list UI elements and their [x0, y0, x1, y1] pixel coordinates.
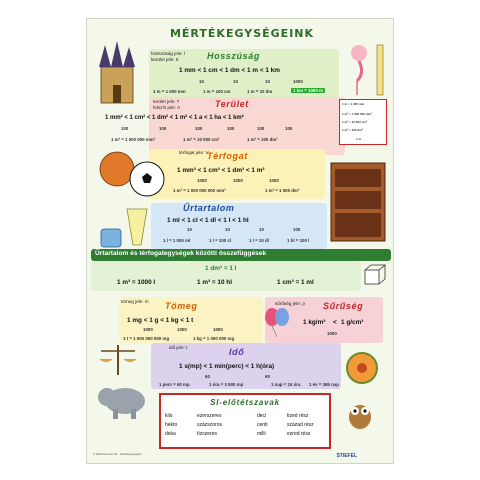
- volume-symbol: térfogat jele: V: [179, 150, 209, 155]
- area-heading: Terület: [215, 99, 249, 109]
- length-factor-2: 10: [233, 79, 238, 84]
- capacity-eq-4: 1 hl = 100 l: [287, 238, 310, 243]
- capacity-heading: Űrtartalom: [183, 203, 235, 213]
- length-symbol-1: hosszúság jele: l: [151, 51, 185, 56]
- capacity-chain: 1 ml < 1 cl < 1 dl < 1 l < 1 hl: [167, 217, 249, 224]
- area-eq-2: 1 m² = 10 000 cm²: [183, 137, 220, 142]
- si-left-prefix-2: hekto: [165, 422, 178, 428]
- area-box-line-5: 1 m: [356, 137, 362, 141]
- length-eq-2: 1 m = 100 cm: [203, 89, 231, 94]
- relation-heading: Űrtartalom és térfogategységek közötti összefüggések: [95, 250, 267, 257]
- footer-text: © Stiefel Eurocart Kft. · Mértékegységeink: [93, 453, 142, 456]
- time-eq-2: 1 óra = 3 600 mp: [209, 382, 244, 387]
- si-right-meaning-2: század rész: [287, 422, 314, 428]
- time-eq-3: 1 nap = 24 óra: [271, 382, 301, 387]
- density-factor: 1000: [327, 331, 337, 336]
- si-title: SI-előtétszavak: [210, 398, 280, 407]
- area-factor-3: 100: [195, 126, 203, 131]
- capacity-factor-2: 10: [225, 227, 230, 232]
- glass-cup-illustration: [99, 205, 151, 256]
- balls-illustration: [97, 149, 169, 204]
- area-symbol-1: terület jele: T: [153, 99, 180, 104]
- poster: [86, 18, 394, 464]
- si-right-prefix-1: deci: [257, 413, 267, 419]
- area-eq-1: 1 m² = 1 000 000 mm²: [111, 137, 156, 142]
- area-box-line-3: 1 m² = 10 000 cm²: [342, 120, 367, 124]
- length-factor-1: 10: [199, 79, 204, 84]
- time-eq-1: 1 perc = 60 mp: [159, 382, 190, 387]
- si-right-prefix-3: milli: [257, 431, 266, 437]
- mass-eq-1: 1 t = 1 000 000 000 mg: [123, 336, 170, 341]
- area-factor-4: 100: [227, 126, 235, 131]
- area-box-line-2: 1 m² = 1 000 000 mm²: [342, 112, 373, 116]
- length-eq-4: 1 km = 1000 m: [293, 88, 323, 93]
- length-symbol-2: kerület jele: K: [151, 57, 179, 62]
- length-factor-3: 10: [265, 79, 270, 84]
- mass-factor-2: 1000: [177, 327, 187, 332]
- area-eq-3: 1 m² = 100 dm²: [247, 137, 278, 142]
- volume-eq-1: 1 m³ = 1 000 000 000 mm³: [173, 188, 226, 193]
- volume-factor-2: 1000: [233, 178, 243, 183]
- length-factor-4: 1000: [293, 79, 303, 84]
- area-factor-2: 100: [159, 126, 167, 131]
- si-left-meaning-2: százszoros: [197, 422, 223, 428]
- mass-factor-1: 1000: [143, 327, 153, 332]
- si-left-prefix-1: kilo: [165, 413, 173, 419]
- capacity-eq-2: 1 l = 100 cl: [209, 238, 232, 243]
- length-eq-1: 1 m = 1 000 mm: [153, 89, 186, 94]
- si-left-meaning-1: ezerszeres: [197, 413, 222, 419]
- area-symbol-2: felszín jele: A: [153, 105, 181, 110]
- area-factor-6: 100: [285, 126, 293, 131]
- time-symbol: idő jele: t: [169, 345, 188, 350]
- volume-factor-3: 1000: [269, 178, 279, 183]
- castle-illustration: [95, 41, 139, 110]
- volume-chain: 1 mm³ < 1 cm³ < 1 dm³ < 1 m³: [177, 167, 265, 174]
- relation-line-2a: 1 m³ = 1000 l: [117, 279, 156, 286]
- relation-line-2c: 1 cm³ = 1 ml: [277, 279, 314, 286]
- si-right-meaning-3: ezred rész: [287, 431, 311, 437]
- area-box-line-4: 1 m² = 100 dm²: [342, 128, 363, 132]
- si-left-meaning-3: tízszeres: [197, 431, 218, 437]
- capacity-factor-1: 10: [187, 227, 192, 232]
- si-right-meaning-1: tized rész: [287, 413, 309, 419]
- capacity-eq-1: 1 l = 1 000 ml: [163, 238, 191, 243]
- time-heading: Idő: [229, 347, 245, 357]
- relation-line-2b: 1 m³ = 10 hl: [197, 279, 232, 286]
- si-left-prefix-3: deka: [165, 431, 176, 437]
- owl-illustration: [343, 397, 377, 436]
- area-factor-5: 100: [257, 126, 265, 131]
- time-factor-2: 60: [265, 374, 270, 379]
- volume-eq-2: 1 m³ = 1 000 dm³: [265, 188, 300, 193]
- poster-title: MÉRTÉKEGYSÉGEINK: [169, 27, 315, 40]
- volume-factor-1: 1000: [197, 178, 207, 183]
- time-eq-4: 1 év = 365 nap: [309, 382, 339, 387]
- balloons-illustration: [263, 307, 291, 342]
- length-eq-3: 1 m = 10 dm: [247, 89, 273, 94]
- volume-heading: Térfogat: [207, 151, 248, 161]
- mass-heading: Tömeg: [165, 301, 198, 311]
- mass-symbol: tömeg jele: m: [121, 299, 149, 304]
- relation-line-1: 1 dm³ = 1 l: [205, 265, 237, 272]
- area-factor-1: 100: [121, 126, 129, 131]
- length-chain: 1 mm < 1 cm < 1 dm < 1 m < 1 km: [179, 67, 280, 74]
- capacity-eq-3: 1 l = 10 dl: [249, 238, 269, 243]
- length-heading: Hosszúság: [207, 51, 260, 61]
- mass-chain: 1 mg < 1 g < 1 kg < 1 t: [127, 317, 194, 324]
- capacity-factor-4: 100: [293, 227, 301, 232]
- time-chain: 1 s(mp) < 1 min(perc) < 1 h(óra): [179, 363, 275, 370]
- area-box-line-1: 1 m = 1 000 mm: [342, 102, 365, 106]
- melon-illustration: [343, 351, 381, 390]
- elephant-illustration: [95, 381, 153, 426]
- density-lt-sign: <: [333, 319, 337, 326]
- cube-diagram-icon: [363, 263, 387, 292]
- flamingo-ruler-illustration: [335, 43, 391, 102]
- density-right: 1 g/cm³: [341, 319, 364, 326]
- density-left: 1 kg/m³: [303, 319, 326, 326]
- time-factor-1: 60: [205, 374, 210, 379]
- area-square-diagram: [339, 99, 387, 145]
- bookshelf-illustration: [329, 161, 387, 248]
- publisher-logo: STIEFEL: [336, 453, 357, 459]
- density-symbol: sűrűség jele: ρ: [275, 301, 305, 306]
- si-right-prefix-2: centi: [257, 422, 268, 428]
- capacity-factor-3: 10: [259, 227, 264, 232]
- area-chain: 1 mm² < 1 cm² < 1 dm² < 1 m² < 1 a < 1 ha < 1 km²: [105, 115, 244, 121]
- density-heading: Sűrűség: [323, 301, 364, 311]
- mass-eq-2: 1 kg = 1 000 000 mg: [193, 336, 235, 341]
- si-prefix-box: [159, 393, 331, 449]
- scale-illustration: [97, 341, 139, 384]
- mass-factor-3: 1000: [213, 327, 223, 332]
